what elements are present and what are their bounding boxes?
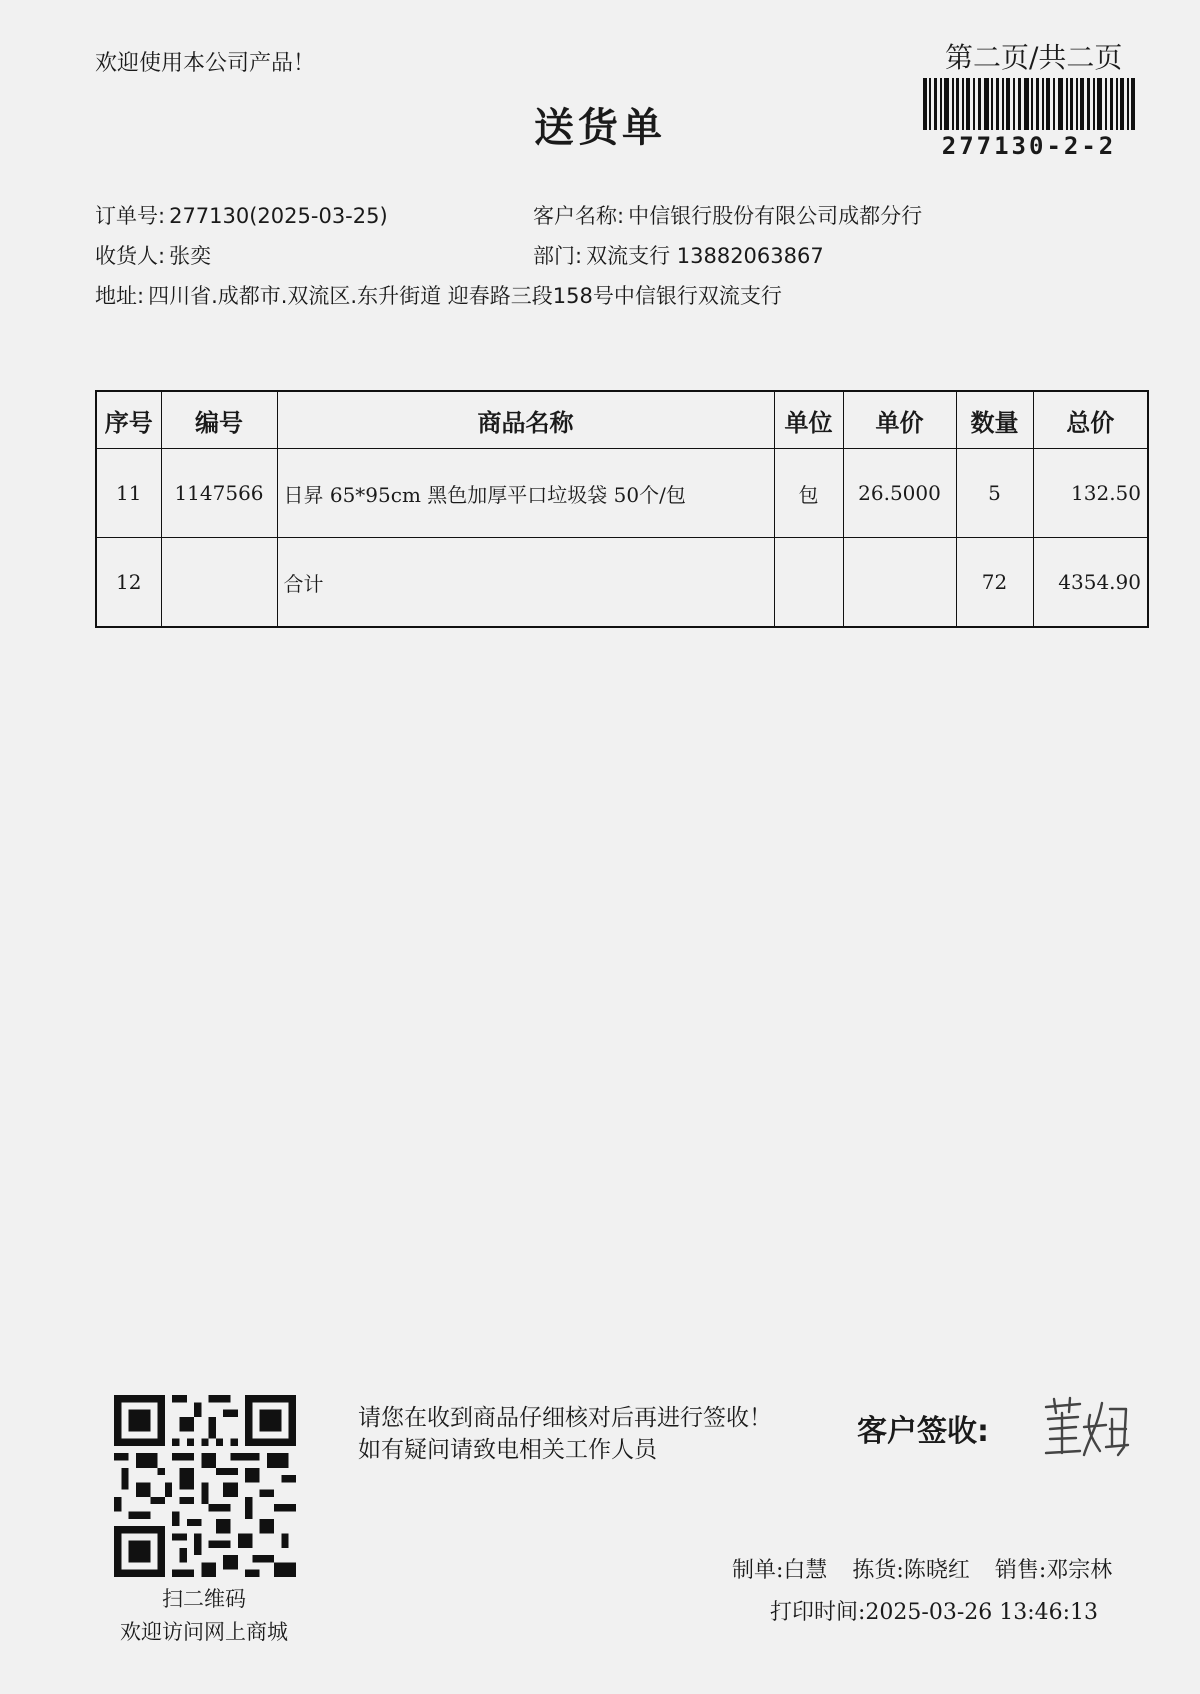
cell-total: 4354.90 <box>1033 538 1148 628</box>
print-time: 打印时间:2025-03-26 13:46:13 <box>770 1600 1099 1625</box>
receiver <box>95 240 211 270</box>
cell-qty: 72 <box>956 538 1033 628</box>
sales: 销售:邓宗林 <box>994 1558 1113 1583</box>
address-label: 地址: <box>95 284 145 308</box>
maker: 制单:白慧 <box>732 1558 828 1583</box>
customer-name <box>533 200 922 230</box>
cell-product: 日昇 65*95cm 黑色加厚平口垃圾袋 50个/包 <box>277 449 774 538</box>
address <box>95 280 782 310</box>
customer-signature <box>1040 1395 1130 1465</box>
cell-unit: 包 <box>774 449 843 538</box>
col-header-qty: 数量 <box>956 391 1033 449</box>
staff-line <box>732 1553 1112 1584</box>
qr-caption-line-2: 欢迎访问网上商城 <box>120 1620 288 1644</box>
table-row <box>96 449 1148 538</box>
customer-value: 中信银行股份有限公司成都分行 <box>628 204 923 228</box>
order-number <box>95 200 388 230</box>
cell-price <box>843 538 956 628</box>
cell-qty: 5 <box>956 449 1033 538</box>
receiver-label: 收货人: <box>95 244 166 268</box>
receiver-value: 张奕 <box>169 244 212 268</box>
address-value: 四川省.成都市.双流区.东升街道 迎春路三段158号中信银行双流支行 <box>148 284 782 308</box>
order-value: 277130(2025-03-25) <box>169 204 388 228</box>
cell-code: 1147566 <box>161 449 277 538</box>
department <box>533 240 824 270</box>
col-header-unit: 单位 <box>774 391 843 449</box>
customer-sign-label: 客户签收: <box>857 1414 989 1449</box>
col-header-total: 总价 <box>1033 391 1148 449</box>
cell-code <box>161 538 277 628</box>
table-header-row <box>96 391 1148 449</box>
page-indicator: 第二页/共二页 <box>945 41 1123 74</box>
qr-caption <box>84 1583 324 1649</box>
cell-price: 26.5000 <box>843 449 956 538</box>
col-header-price: 单价 <box>843 391 956 449</box>
col-header-code: 编号 <box>161 391 277 449</box>
welcome-text: 欢迎使用本公司产品！ <box>95 51 316 76</box>
document-title: 送货单 <box>534 104 666 151</box>
order-label: 订单号: <box>95 204 166 228</box>
table-row-total <box>96 538 1148 628</box>
items-table <box>95 390 1149 628</box>
cell-product: 合计 <box>277 538 774 628</box>
barcode-number: 277130-2-2 <box>941 132 1117 160</box>
cell-seq: 12 <box>96 538 161 628</box>
dept-value: 双流支行 13882063867 <box>586 244 824 268</box>
cell-total: 132.50 <box>1033 449 1148 538</box>
col-header-seq: 序号 <box>96 391 161 449</box>
cell-unit <box>774 538 843 628</box>
receipt-notice: 请您在收到商品仔细核对后再进行签收！如有疑问请致电相关工作人员 <box>358 1405 772 1463</box>
cell-seq: 11 <box>96 449 161 538</box>
col-header-product: 商品名称 <box>277 391 774 449</box>
customer-label: 客户名称: <box>533 204 625 228</box>
dept-label: 部门: <box>533 244 583 268</box>
qr-code <box>114 1395 296 1577</box>
picker: 拣货:陈晓红 <box>852 1558 970 1583</box>
qr-caption-line-1: 扫二维码 <box>162 1587 246 1611</box>
